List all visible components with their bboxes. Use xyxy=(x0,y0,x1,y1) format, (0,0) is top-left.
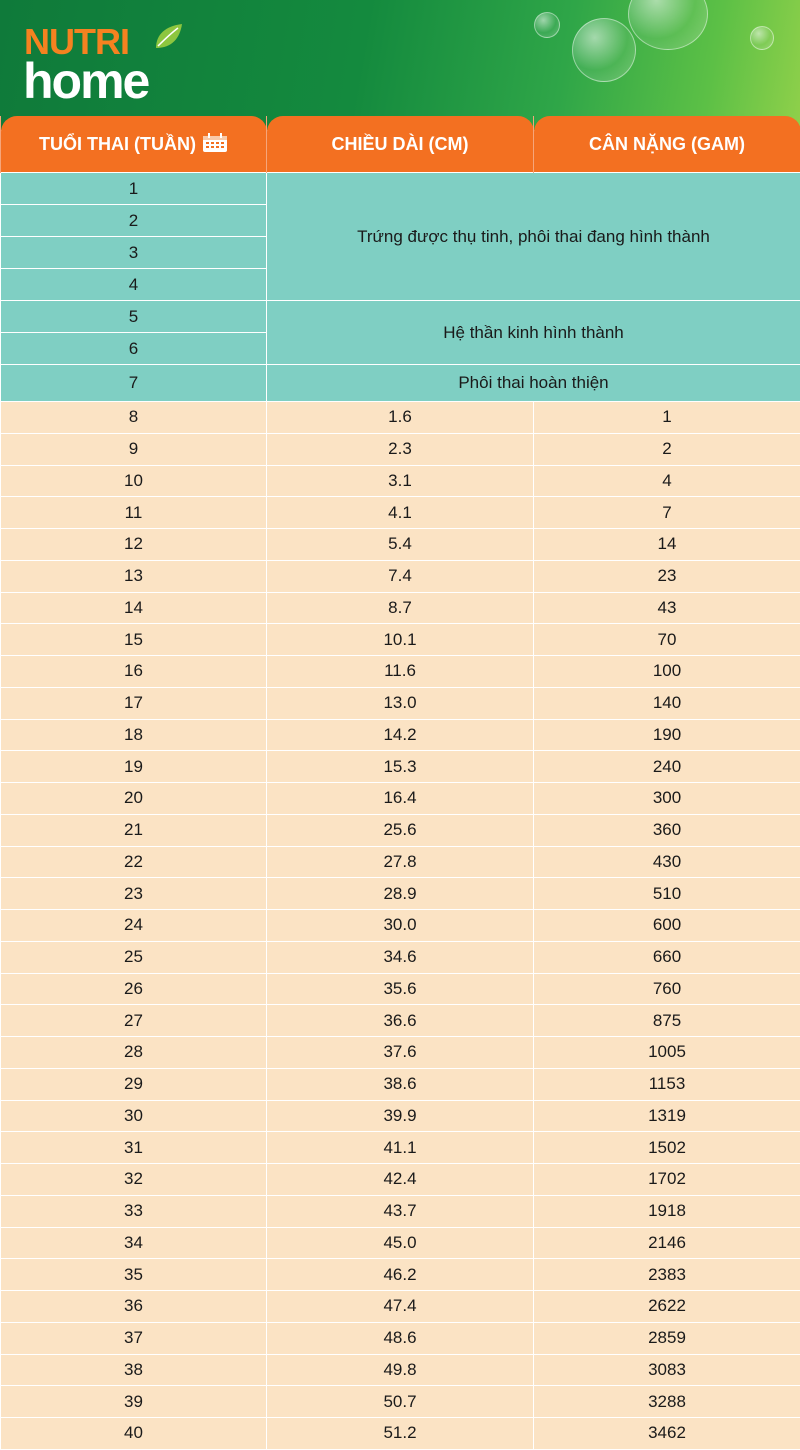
week-cell: 26 xyxy=(1,973,267,1005)
week-cell: 32 xyxy=(1,1164,267,1196)
weight-column-header: CÂN NẶNG (GAM) xyxy=(534,116,800,173)
weight-cell: 1319 xyxy=(534,1100,800,1132)
table-row xyxy=(1,1418,800,1450)
weight-cell: 14 xyxy=(534,529,800,561)
length-cell: 11.6 xyxy=(267,656,534,688)
week-cell: 30 xyxy=(1,1100,267,1132)
table-row xyxy=(1,365,800,402)
table-row xyxy=(1,1386,800,1418)
length-cell: 36.6 xyxy=(267,1005,534,1037)
week-cell: 16 xyxy=(1,656,267,688)
length-cell: 8.7 xyxy=(267,592,534,624)
week-cell: 19 xyxy=(1,751,267,783)
weight-cell: 660 xyxy=(534,941,800,973)
week-cell: 6 xyxy=(1,333,267,365)
weight-cell: 1502 xyxy=(534,1132,800,1164)
weight-cell: 600 xyxy=(534,910,800,942)
length-cell: 47.4 xyxy=(267,1291,534,1323)
length-cell: 2.3 xyxy=(267,433,534,465)
length-cell: 5.4 xyxy=(267,529,534,561)
table-row xyxy=(1,1100,800,1132)
table-row xyxy=(1,1164,800,1196)
week-column-header: TUỔI THAI (TUẦN) xyxy=(1,116,267,173)
table-row xyxy=(1,1259,800,1291)
week-cell: 33 xyxy=(1,1195,267,1227)
length-cell: 7.4 xyxy=(267,560,534,592)
weight-cell: 4 xyxy=(534,465,800,497)
week-cell: 4 xyxy=(1,269,267,301)
week-cell: 23 xyxy=(1,878,267,910)
weight-cell: 875 xyxy=(534,1005,800,1037)
table-row xyxy=(1,1195,800,1227)
weight-cell: 3462 xyxy=(534,1418,800,1450)
week-cell: 28 xyxy=(1,1037,267,1069)
nutrihome-logo xyxy=(24,20,194,105)
length-cell: 42.4 xyxy=(267,1164,534,1196)
week-cell: 8 xyxy=(1,402,267,434)
table-row xyxy=(1,751,800,783)
length-cell: 1.6 xyxy=(267,402,534,434)
week-cell: 11 xyxy=(1,497,267,529)
table-row xyxy=(1,846,800,878)
week-cell: 31 xyxy=(1,1132,267,1164)
week-cell: 12 xyxy=(1,529,267,561)
bubble-decoration xyxy=(534,12,560,38)
table-row xyxy=(1,301,800,333)
table-row xyxy=(1,941,800,973)
length-cell: 48.6 xyxy=(267,1322,534,1354)
weight-cell: 7 xyxy=(534,497,800,529)
bubble-decoration xyxy=(628,0,708,50)
week-cell: 3 xyxy=(1,237,267,269)
weight-cell: 100 xyxy=(534,656,800,688)
weight-cell: 1702 xyxy=(534,1164,800,1196)
length-cell: 37.6 xyxy=(267,1037,534,1069)
weight-cell: 300 xyxy=(534,783,800,815)
weight-cell: 360 xyxy=(534,814,800,846)
note-cell: Phôi thai hoàn thiện xyxy=(267,365,800,402)
week-cell: 7 xyxy=(1,365,267,402)
length-cell: 41.1 xyxy=(267,1132,534,1164)
table-row xyxy=(1,1227,800,1259)
table-row xyxy=(1,529,800,561)
length-cell: 38.6 xyxy=(267,1068,534,1100)
length-cell: 13.0 xyxy=(267,687,534,719)
length-cell: 50.7 xyxy=(267,1386,534,1418)
table-row xyxy=(1,497,800,529)
week-cell: 20 xyxy=(1,783,267,815)
weight-cell: 510 xyxy=(534,878,800,910)
week-cell: 39 xyxy=(1,1386,267,1418)
length-cell: 35.6 xyxy=(267,973,534,1005)
length-cell: 14.2 xyxy=(267,719,534,751)
logo-home-text: home xyxy=(23,56,148,106)
length-cell: 43.7 xyxy=(267,1195,534,1227)
length-cell: 15.3 xyxy=(267,751,534,783)
length-cell: 34.6 xyxy=(267,941,534,973)
week-cell: 40 xyxy=(1,1418,267,1450)
length-cell: 49.8 xyxy=(267,1354,534,1386)
weight-cell: 760 xyxy=(534,973,800,1005)
week-cell: 9 xyxy=(1,433,267,465)
weight-cell: 3288 xyxy=(534,1386,800,1418)
weight-cell: 2383 xyxy=(534,1259,800,1291)
note-cell: Trứng được thụ tinh, phôi thai đang hình thành xyxy=(267,173,800,301)
header-banner xyxy=(0,0,800,130)
week-cell: 14 xyxy=(1,592,267,624)
length-cell: 45.0 xyxy=(267,1227,534,1259)
table-row xyxy=(1,433,800,465)
weight-cell: 1918 xyxy=(534,1195,800,1227)
length-cell: 10.1 xyxy=(267,624,534,656)
logo-nutri-text: NUTRI xyxy=(24,24,129,60)
table-row xyxy=(1,465,800,497)
weight-cell: 43 xyxy=(534,592,800,624)
weight-cell: 1153 xyxy=(534,1068,800,1100)
table-row xyxy=(1,656,800,688)
data-rows xyxy=(1,402,800,1450)
week-cell: 13 xyxy=(1,560,267,592)
table-row xyxy=(1,1322,800,1354)
weight-cell: 2146 xyxy=(534,1227,800,1259)
length-cell: 3.1 xyxy=(267,465,534,497)
length-column-header: CHIỀU DÀI (CM) xyxy=(267,116,534,173)
bubble-decoration xyxy=(750,26,774,50)
weight-cell: 190 xyxy=(534,719,800,751)
week-cell: 29 xyxy=(1,1068,267,1100)
length-cell: 27.8 xyxy=(267,846,534,878)
table-row xyxy=(1,783,800,815)
length-cell: 39.9 xyxy=(267,1100,534,1132)
weight-cell: 70 xyxy=(534,624,800,656)
weight-cell: 2 xyxy=(534,433,800,465)
table-row xyxy=(1,719,800,751)
week-cell: 2 xyxy=(1,205,267,237)
weight-cell: 1 xyxy=(534,402,800,434)
table-row xyxy=(1,1354,800,1386)
table-row xyxy=(1,910,800,942)
length-cell: 16.4 xyxy=(267,783,534,815)
week-cell: 18 xyxy=(1,719,267,751)
table-row xyxy=(1,624,800,656)
week-cell: 1 xyxy=(1,173,267,205)
table-row xyxy=(1,402,800,434)
note-cell: Hệ thần kinh hình thành xyxy=(267,301,800,365)
weight-cell: 140 xyxy=(534,687,800,719)
weight-cell: 240 xyxy=(534,751,800,783)
week-cell: 22 xyxy=(1,846,267,878)
length-cell: 4.1 xyxy=(267,497,534,529)
week-cell: 21 xyxy=(1,814,267,846)
weight-cell: 3083 xyxy=(534,1354,800,1386)
leaf-icon xyxy=(152,22,186,52)
table-row xyxy=(1,1005,800,1037)
weight-cell: 2622 xyxy=(534,1291,800,1323)
length-cell: 30.0 xyxy=(267,910,534,942)
bubble-decoration xyxy=(572,18,636,82)
table-row xyxy=(1,973,800,1005)
table-row xyxy=(1,173,800,205)
week-cell: 37 xyxy=(1,1322,267,1354)
week-cell: 35 xyxy=(1,1259,267,1291)
weight-cell: 23 xyxy=(534,560,800,592)
week-cell: 15 xyxy=(1,624,267,656)
week-cell: 10 xyxy=(1,465,267,497)
weight-cell: 1005 xyxy=(534,1037,800,1069)
table-row xyxy=(1,560,800,592)
weight-cell: 2859 xyxy=(534,1322,800,1354)
table-row xyxy=(1,1068,800,1100)
table-row xyxy=(1,592,800,624)
table-row xyxy=(1,687,800,719)
week-cell: 27 xyxy=(1,1005,267,1037)
table-row xyxy=(1,878,800,910)
weight-cell: 430 xyxy=(534,846,800,878)
length-cell: 28.9 xyxy=(267,878,534,910)
week-cell: 25 xyxy=(1,941,267,973)
pregnancy-size-table xyxy=(0,116,800,1450)
length-cell: 46.2 xyxy=(267,1259,534,1291)
length-cell: 51.2 xyxy=(267,1418,534,1450)
week-cell: 36 xyxy=(1,1291,267,1323)
week-cell: 34 xyxy=(1,1227,267,1259)
table-row xyxy=(1,814,800,846)
table-row xyxy=(1,1037,800,1069)
week-cell: 38 xyxy=(1,1354,267,1386)
length-cell: 25.6 xyxy=(267,814,534,846)
table-row xyxy=(1,1132,800,1164)
table-row xyxy=(1,1291,800,1323)
calendar-icon xyxy=(202,133,228,153)
week-cell: 17 xyxy=(1,687,267,719)
week-cell: 5 xyxy=(1,301,267,333)
week-cell: 24 xyxy=(1,910,267,942)
